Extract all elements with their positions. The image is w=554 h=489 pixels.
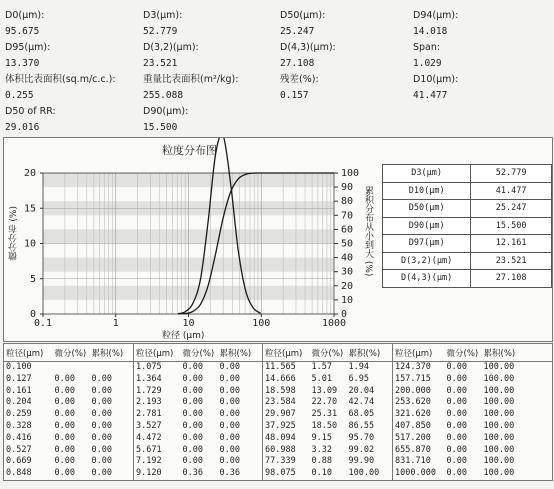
y-axis-left-label: 微分分布 (%) — [9, 206, 19, 261]
y-right-tick-label: 10 — [341, 294, 354, 306]
table-cell: 0.00 — [53, 468, 90, 480]
stat-value: 14.018 — [413, 26, 448, 37]
stat-item — [5, 74, 116, 102]
column-header: 微分(%) — [53, 344, 90, 362]
table-cell: 13.09 — [311, 385, 338, 396]
y-tick-label: 5 — [29, 273, 36, 285]
stat-item — [413, 74, 458, 102]
table-cell: 25.31 — [311, 409, 338, 420]
table-cell: 0.00 — [54, 409, 75, 420]
stat-item — [280, 74, 319, 102]
table-cell: 0.416 — [6, 432, 32, 443]
table-cell: 253.620 — [393, 397, 445, 409]
table-cell: 1.94 — [348, 362, 369, 372]
table-cell: 100.00 — [483, 444, 515, 455]
column-header: 微分(%) — [310, 344, 347, 362]
stat-value: 25.247 — [280, 26, 315, 37]
table-cell: 0.00 — [182, 397, 203, 408]
table-cell: 100.00 — [347, 468, 393, 480]
stat-value: 95.675 — [5, 26, 40, 37]
table-cell: 18.50 — [311, 420, 338, 431]
table-cell: 0.00 — [91, 385, 112, 396]
summary-key: D3(μm) — [383, 165, 471, 183]
stat-label: D(3,2)(μm): — [143, 42, 199, 53]
table-cell: 0.00 — [91, 456, 112, 467]
stat-value: 0.157 — [280, 90, 309, 101]
statistics-panel — [0, 0, 554, 135]
stat-value: 27.108 — [280, 58, 315, 69]
table-cell: 0.36 — [218, 468, 263, 480]
stat-item — [5, 106, 56, 134]
table-cell: 1000.000 — [393, 468, 445, 480]
table-cell: 0.00 — [182, 385, 203, 396]
summary-value: 12.161 — [471, 235, 552, 253]
stat-item — [5, 42, 50, 70]
summary-key: D10(μm) — [383, 182, 471, 200]
table-cell: 98.075 — [263, 468, 310, 480]
table-cell: 5.671 — [134, 445, 181, 457]
table-cell: 0.00 — [219, 432, 240, 443]
summary-row — [383, 182, 552, 200]
stat-label: D10(μm): — [413, 74, 459, 85]
column-header: 累积(%) — [347, 344, 393, 362]
table-cell: 0.00 — [182, 373, 203, 384]
table-cell: 0.00 — [445, 468, 482, 480]
table-cell: 2.781 — [134, 409, 181, 421]
summary-row — [383, 235, 552, 253]
table-cell — [90, 362, 134, 374]
stat-value: 23.521 — [143, 58, 178, 69]
table-cell: 0.00 — [182, 409, 203, 420]
table-cell: 37.925 — [263, 421, 310, 433]
table-row — [4, 468, 553, 480]
summary-value: 52.779 — [471, 165, 552, 183]
table-cell: 0.00 — [54, 420, 75, 431]
summary-row — [383, 217, 552, 235]
stat-item — [280, 42, 336, 70]
table-cell: 22.70 — [311, 397, 338, 408]
table-cell: 0.00 — [446, 420, 467, 431]
table-cell: 655.870 — [393, 445, 445, 457]
table-cell: 0.161 — [6, 385, 32, 396]
table-cell: 0.00 — [54, 373, 75, 384]
stat-label: D(4,3)(μm): — [280, 42, 336, 53]
y-right-tick-label: 90 — [341, 182, 354, 194]
table-cell: 5.01 — [311, 373, 332, 384]
table-row — [4, 445, 553, 457]
table-cell: 99.90 — [348, 456, 375, 467]
size-distribution-table — [3, 343, 553, 481]
table-row — [4, 421, 553, 433]
y-tick-label: 0 — [29, 309, 36, 320]
table-cell: 100.00 — [483, 409, 515, 420]
stat-value: 41.477 — [413, 90, 448, 101]
table-cell: 0.00 — [219, 385, 240, 396]
table-cell: 0.669 — [6, 456, 32, 467]
table-cell: 0.36 — [181, 468, 218, 480]
table-cell: 0.00 — [91, 420, 112, 431]
table-cell: 99.02 — [348, 444, 375, 455]
table-cell: 100.00 — [483, 385, 515, 396]
stat-item — [143, 10, 182, 38]
stat-item — [143, 74, 238, 102]
table-cell: 0.100 — [6, 362, 32, 372]
table-cell: 0.00 — [54, 432, 75, 443]
column-header: 微分(%) — [181, 344, 218, 362]
table-row — [4, 409, 553, 421]
table-cell: 60.988 — [263, 445, 310, 457]
table-cell: 200.000 — [393, 386, 445, 398]
y-tick-label: 20 — [23, 168, 36, 179]
stat-item — [143, 42, 199, 70]
stat-value: 0.255 — [5, 90, 34, 101]
y-right-tick-label: 30 — [341, 266, 354, 278]
table-cell: 0.88 — [311, 456, 332, 467]
table-cell: 0.00 — [446, 385, 467, 396]
column-header: 微分(%) — [445, 344, 482, 362]
table-cell: 0.00 — [54, 456, 75, 467]
summary-key: D97(μm) — [383, 235, 471, 253]
table-cell: 1.364 — [134, 374, 181, 386]
y-right-tick-label: 50 — [341, 238, 354, 250]
stat-value: 15.500 — [143, 122, 178, 133]
table-cell: 0.00 — [446, 409, 467, 420]
table-cell: 0.00 — [182, 362, 203, 372]
summary-value: 25.247 — [471, 200, 552, 218]
summary-key: D50(μm) — [383, 200, 471, 218]
stat-label: 体积比表面积(sq.m/c.c.): — [5, 74, 116, 85]
table-cell: 0.00 — [54, 397, 75, 408]
table-cell: 18.598 — [263, 386, 310, 398]
table-cell: 0.00 — [446, 362, 467, 372]
column-header: 累积(%) — [218, 344, 263, 362]
stat-item — [280, 10, 325, 38]
table-cell: 95.70 — [348, 432, 375, 443]
table-cell: 6.95 — [348, 373, 369, 384]
stat-label: D50 of RR: — [5, 106, 56, 117]
table-cell: 517.200 — [393, 433, 445, 445]
table-cell: 0.00 — [54, 444, 75, 455]
table-cell: 0.00 — [91, 432, 112, 443]
table-cell: 157.715 — [393, 374, 445, 386]
table-cell: 77.339 — [263, 456, 310, 468]
y-right-tick-label: 80 — [341, 196, 354, 208]
column-header: 粒径(μm) — [393, 344, 445, 362]
summary-value: 41.477 — [471, 182, 552, 200]
chart-panel — [3, 137, 553, 342]
summary-value: 27.108 — [471, 270, 552, 288]
table-cell: 831.710 — [393, 456, 445, 468]
summary-key: D(3,2)(μm) — [383, 252, 471, 270]
table-cell: 2.193 — [134, 397, 181, 409]
table-cell: 29.907 — [263, 409, 310, 421]
column-header: 粒径(μm) — [4, 344, 53, 362]
table-row — [4, 362, 553, 374]
stat-label: D3(μm): — [143, 10, 183, 21]
summary-row — [383, 252, 552, 270]
stat-label: D0(μm): — [5, 10, 45, 21]
table-cell: 0.00 — [219, 444, 240, 455]
y-right-tick-label: 60 — [341, 224, 354, 236]
table-cell: 0.00 — [182, 444, 203, 455]
column-header: 粒径(μm) — [263, 344, 310, 362]
table-cell: 0.848 — [4, 468, 53, 480]
table-cell: 0.00 — [446, 373, 467, 384]
x-tick-label: 10 — [182, 318, 195, 329]
y-right-tick-label: 100 — [341, 168, 360, 179]
column-header: 粒径(μm) — [134, 344, 181, 362]
table-cell: 0.00 — [219, 420, 240, 431]
stat-label: 重量比表面积(m²/kg): — [143, 74, 239, 85]
table-cell: 0.00 — [446, 444, 467, 455]
table-cell: 0.00 — [219, 409, 240, 420]
stat-value: 1.029 — [413, 58, 442, 69]
table-cell: 0.00 — [219, 456, 240, 467]
table-cell: 407.850 — [393, 421, 445, 433]
table-cell: 1.57 — [311, 362, 332, 372]
table-cell: 100.00 — [483, 362, 515, 372]
summary-key: D90(μm) — [383, 217, 471, 235]
table-cell: 0.00 — [446, 397, 467, 408]
stat-label: D95(μm): — [5, 42, 51, 53]
y-right-tick-label: 40 — [341, 252, 354, 264]
stat-label: D90(μm): — [143, 106, 189, 117]
table-cell: 0.00 — [90, 468, 134, 480]
table-cell — [53, 362, 90, 374]
stat-label: Span: — [413, 42, 441, 53]
summary-table — [382, 164, 552, 288]
table-cell: 0.00 — [91, 409, 112, 420]
table-cell: 0.00 — [91, 373, 112, 384]
table-cell: 0.00 — [54, 385, 75, 396]
table-cell: 0.00 — [91, 444, 112, 455]
table-cell: 0.00 — [219, 397, 240, 408]
column-header: 累积(%) — [482, 344, 553, 362]
table-cell: 68.05 — [348, 409, 375, 420]
y-axis-right-label: 累积分布从小到大 (%) — [363, 186, 373, 277]
table-cell: 100.00 — [483, 432, 515, 443]
table-cell: 42.74 — [348, 397, 375, 408]
summary-key: D(4,3)(μm) — [383, 270, 471, 288]
table-cell: 0.00 — [446, 456, 467, 467]
table-cell: 9.15 — [311, 432, 332, 443]
y-tick-label: 15 — [23, 203, 36, 215]
table-row — [4, 374, 553, 386]
table-cell: 23.584 — [263, 397, 310, 409]
table-cell: 321.620 — [393, 409, 445, 421]
table-cell: 14.666 — [263, 374, 310, 386]
summary-row — [383, 200, 552, 218]
y-right-tick-label: 0 — [341, 309, 348, 320]
table-cell: 20.04 — [348, 385, 375, 396]
column-header: 累积(%) — [90, 344, 134, 362]
x-axis-label: 粒径 (μm) — [162, 331, 205, 341]
table-cell: 0.328 — [6, 420, 32, 431]
y-tick-label: 10 — [23, 238, 36, 250]
summary-row — [383, 270, 552, 288]
stat-label: D50(μm): — [280, 10, 326, 21]
stat-item — [5, 10, 44, 38]
summary-row — [383, 165, 552, 183]
x-tick-label: 100 — [252, 318, 271, 329]
table-cell: 0.00 — [182, 420, 203, 431]
table-cell: 11.565 — [263, 362, 310, 374]
table-cell: 4.472 — [134, 433, 181, 445]
chart-title: 粒度分布图 — [162, 144, 217, 157]
stat-label: 残差(%): — [280, 74, 319, 85]
y-right-tick-label: 70 — [341, 210, 354, 222]
table-cell: 124.370 — [393, 362, 445, 374]
stat-value: 52.779 — [143, 26, 178, 37]
stat-value: 29.016 — [5, 122, 40, 133]
table-cell: 100.00 — [482, 468, 553, 480]
table-cell: 0.527 — [6, 444, 32, 455]
stat-item — [143, 106, 188, 134]
stat-label: D94(μm): — [413, 10, 459, 21]
table-cell: 1.729 — [134, 386, 181, 398]
y-right-tick-label: 20 — [341, 280, 354, 292]
table-cell: 9.120 — [134, 468, 181, 480]
stat-item — [413, 10, 458, 38]
table-cell: 3.527 — [134, 421, 181, 433]
stat-value: 255.088 — [143, 90, 184, 101]
stat-value: 13.370 — [5, 58, 40, 69]
table-cell: 86.55 — [348, 420, 375, 431]
x-tick-label: 1000 — [321, 318, 347, 329]
table-cell: 100.00 — [483, 397, 515, 408]
table-cell: 0.204 — [6, 397, 32, 408]
table-cell: 48.094 — [263, 433, 310, 445]
summary-value: 23.521 — [471, 252, 552, 270]
stat-item — [413, 42, 442, 70]
table-cell: 0.00 — [182, 432, 203, 443]
table-cell: 100.00 — [483, 420, 515, 431]
summary-value: 15.500 — [471, 217, 552, 235]
table-row — [4, 456, 553, 468]
table-cell: 0.00 — [91, 397, 112, 408]
table-cell: 0.259 — [6, 409, 32, 420]
table-cell: 100.00 — [483, 456, 515, 467]
table-row — [4, 433, 553, 445]
table-cell: 0.00 — [219, 362, 240, 372]
table-cell: 0.127 — [6, 373, 32, 384]
table-row — [4, 386, 553, 398]
table-cell: 0.00 — [182, 456, 203, 467]
table-cell: 0.00 — [219, 373, 240, 384]
table-cell: 0.10 — [310, 468, 347, 480]
table-cell: 1.075 — [134, 362, 181, 374]
table-cell: 3.32 — [311, 444, 332, 455]
table-row — [4, 397, 553, 409]
x-tick-label: 0.1 — [33, 318, 53, 329]
table-cell: 7.192 — [134, 456, 181, 468]
x-tick-label: 1 — [112, 318, 119, 329]
table-cell: 100.00 — [483, 373, 515, 384]
table-cell: 0.00 — [446, 432, 467, 443]
